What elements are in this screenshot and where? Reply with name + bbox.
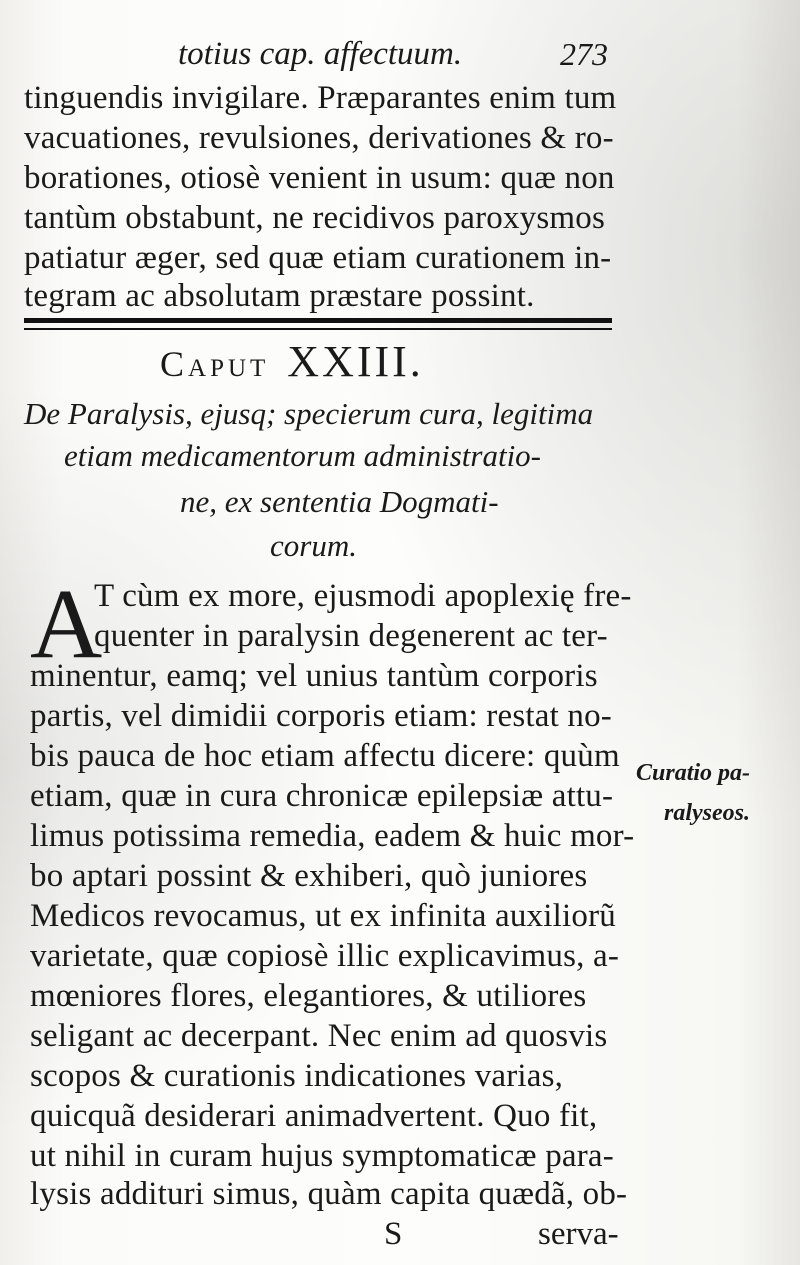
chapter-title-line: corum. [270, 528, 357, 563]
running-head: totius cap. affectuum. [178, 36, 463, 72]
text-line: ut nihil in curam hujus symptomaticæ para- [30, 1138, 614, 1174]
text-line: limus potissima remedia, eadem & huic mor- [30, 818, 635, 854]
text-line: patiatur æger, sed quæ etiam curationem in- [24, 240, 612, 276]
text-line: quenter in paralysin degenerent ac ter- [94, 618, 608, 654]
text-line: T cùm ex more, ejusmodi apoplexię fre- [94, 578, 632, 614]
catchword: serva- [538, 1216, 619, 1252]
text-line: varietate, quæ copiosè illic explicavimus, a- [30, 938, 620, 974]
text-line: Medicos revocamus, ut ex infinita auxiliorũ [30, 898, 616, 934]
chapter-heading [160, 336, 424, 387]
caput-word: Caput [160, 344, 270, 384]
text-line: seligant ac decerpant. Nec enim ad quosvis [30, 1018, 608, 1054]
section-divider-thin [24, 328, 612, 330]
chapter-title-line: De Paralysis, ejusq; specierum cura, legitima [24, 396, 594, 431]
text-line: borationes, otiosè venient in usum: quæ non [24, 160, 615, 196]
text-line: etiam, quæ in cura chronicæ epilepsiæ attu- [30, 778, 614, 814]
drop-cap: A [30, 568, 103, 679]
text-line: partis, vel dimidii corporis etiam: restat no- [30, 698, 612, 734]
page-number: 273 [560, 36, 608, 72]
margin-note-line: Curatio pa- [636, 760, 751, 786]
text-line: tegram ac absolutam præstare possint. [24, 278, 535, 314]
text-line: bis pauca de hoc etiam affectu dicere: quùm [30, 738, 620, 774]
text-line: vacuationes, revulsiones, derivationes & ro- [24, 120, 614, 156]
text-line: bo aptari possint & exhiberi, quò juniores [30, 858, 588, 894]
text-line: lysis addituri simus, quàm capita quædã, ob- [30, 1176, 628, 1212]
chapter-title-line: etiam medicamentorum administratio- [64, 438, 542, 473]
text-line: mœniores flores, elegantiores, & utiliores [30, 978, 587, 1014]
text-line: quicquã desiderari animadvertent. Quo fit, [30, 1098, 598, 1134]
text-line: scopos & curationis indicationes varias, [30, 1058, 564, 1094]
text-line: minentur, eamq; vel unius tantùm corporis [30, 658, 598, 694]
chapter-number: XXIII. [287, 337, 424, 386]
section-divider-thick [24, 318, 612, 323]
signature-mark: S [384, 1216, 403, 1252]
text-line: tinguendis invigilare. Præparantes enim tum [24, 80, 617, 116]
chapter-title-line: ne, ex sententia Dogmati- [180, 484, 499, 519]
margin-note-line: ralyseos. [664, 800, 750, 826]
text-line: tantùm obstabunt, ne recidivos paroxysmos [24, 200, 606, 236]
